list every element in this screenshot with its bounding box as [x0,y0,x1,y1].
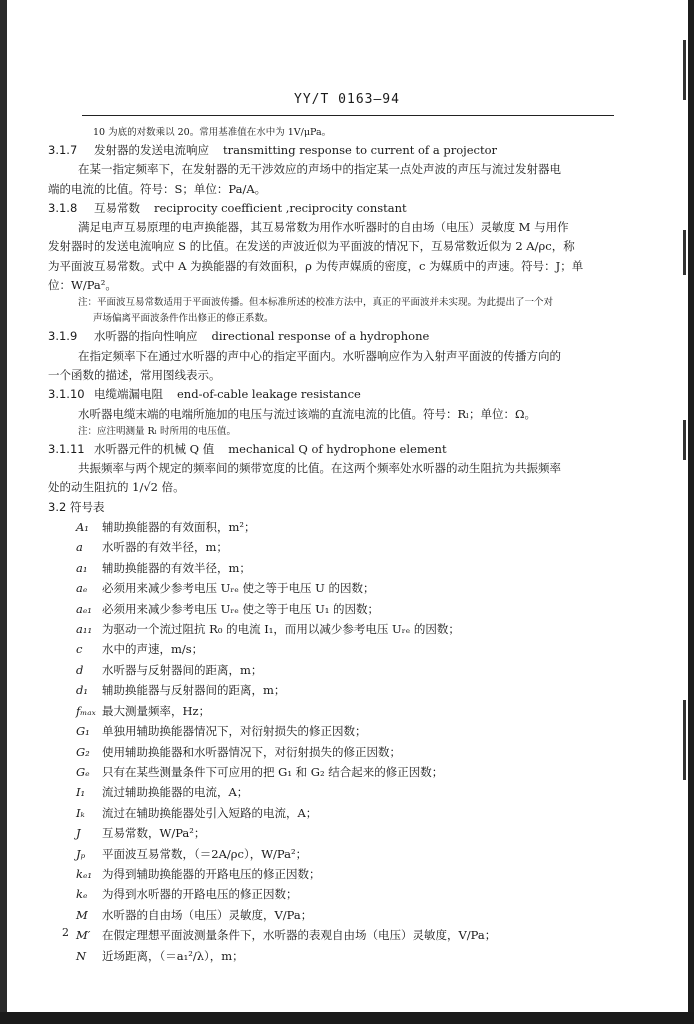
scan-right-mark [683,230,686,275]
scan-right-edge [688,0,694,1024]
symbol: kₑ [76,887,88,902]
symbol-description: 辅助换能器的有效半径，m； [102,560,251,575]
symbol: a₁₁ [76,622,93,637]
scan-bottom-edge [0,1012,694,1024]
symbol-description: 为得到水听器的开路电压的修正因数； [102,887,298,902]
section-heading [48,440,620,459]
symbol: I₁ [76,785,86,800]
symbol-row [48,823,620,843]
section-title-en: transmitting response to current of a projector [223,143,497,157]
symbol-row [48,660,620,680]
paragraph-line: 在指定频率下在通过水听器的声中心的指定平面内。水听器响应作为入射声平面波的传播方向的 [78,348,561,363]
symbol-row [48,517,620,537]
symbol-description: 辅助换能器与反射器间的距离，m； [102,683,286,698]
symbol-row [48,864,620,884]
symbol-row [48,578,620,598]
section-number: 3.1.11 [48,441,85,456]
section-title-en: mechanical Q of hydrophone element [228,441,447,456]
section-title-cn: 电缆端漏电阻 [94,387,163,402]
paragraph-line: 为平面波互易常数。式中 A 为换能器的有效面积，ρ 为传声媒质的密度，c 为媒质中的声速。符号：J；单 [48,258,584,273]
symbol: fₘₐₓ [76,703,96,718]
symbol-description: 平面波互易常数，（＝2A/ρc），W/Pa²； [102,846,308,861]
header-rule [82,115,614,116]
symbol-description: 流过辅助换能器的电流，A； [102,785,249,800]
section-heading [48,498,620,517]
symbol-row [48,639,620,659]
symbol: aₑ [76,581,88,596]
section-title-en: end-of-cable leakage resistance [177,387,361,402]
section-heading [48,327,620,346]
symbol-description: 为得到辅助换能器的开路电压的修正因数； [102,866,321,881]
symbol: N [76,948,87,963]
symbol-row [48,680,620,700]
note-line: 声场偏离平面波条件作出修正的修正系数。 [93,313,274,325]
symbol: M [76,907,88,922]
symbol-row [48,884,620,904]
section-title-cn: 符号表 [70,499,105,514]
scan-left-edge [0,0,7,1024]
paragraph-line: 一个函数的描述，常用图线表示。 [48,367,221,382]
symbol-row [48,742,620,762]
scan-right-mark [683,420,686,460]
section-number: 3.1.9 [48,329,78,344]
symbol: d₁ [76,683,88,698]
section-heading [48,141,620,160]
symbol: M′ [76,928,91,943]
symbol-description: 水听器与反射器间的距离，m； [102,662,263,677]
page-number: 2 [62,926,69,939]
symbol: Jₚ [76,846,86,861]
paragraph-line: 在某一指定频率下，在发射器的无干涉效应的声场中的指定某一点处声波的声压与流过发射器电 [78,162,561,177]
symbol-description: 水中的声速，m/s； [102,642,204,657]
paragraph-line: 满足电声互易原理的电声换能器，其互易常数为用作水听器时的自由场（电压）灵敏度 M 与用作 [78,220,569,235]
symbol-row [48,701,620,721]
section-title-en: reciprocity coefficient ,reciprocity constant [154,200,407,215]
symbol-row [48,619,620,639]
symbol-description: 在假定理想平面波测量条件下，水听器的表观自由场（电压）灵敏度，V/Pa； [102,928,497,943]
section-heading [48,385,620,404]
symbol-row [48,844,620,864]
symbol-description: 辅助换能器的有效面积，m²； [102,520,256,535]
note-line: 10 为底的对数乘以 20。常用基准值在水中为 1V/μPa。 [93,127,332,138]
symbol-description: 只有在某些测量条件下可应用的把 G₁ 和 G₂ 结合起来的修正因数； [102,764,444,779]
symbol-description: 互易常数，W/Pa²； [102,826,206,841]
section-number: 3.1.8 [48,200,78,215]
symbol: aₑ₁ [76,601,92,616]
symbol-row [48,721,620,741]
symbol-description: 使用辅助换能器和水听器情况下，对衍射损失的修正因数； [102,744,401,759]
section-number: 3.2 [48,499,67,514]
symbol-row [48,558,620,578]
section-title-en: directional response of a hydrophone [211,329,430,344]
symbol-description: 必须用来减少参考电压 Uᵣₑ 使之等于电压 U 的因数； [102,581,375,596]
symbol: G₁ [76,724,90,739]
symbol-row [48,782,620,802]
paragraph-line: 端的电流的比值。符号：S；单位：Pa/A。 [48,181,267,196]
note-line: 注：平面波互易常数适用于平面波传播。但本标准所述的校准方法中，真正的平面波并未实现。为此提出了一个对 [78,297,554,309]
symbol-row [48,537,620,557]
symbol-row [48,905,620,925]
symbol: Gₑ [76,764,90,779]
symbol-description: 近场距离，（＝a₁²/λ），m； [102,948,244,963]
symbol: J [76,826,81,841]
symbol: c [76,642,83,657]
paragraph-line: 水听器电缆末端的电端所施加的电压与流过该端的直流电流的比值。符号：Rₗ；单位：Ω。 [78,406,536,421]
section-title-cn: 水听器元件的机械 Q 值 [94,441,215,456]
document-body [48,125,620,966]
symbol-row [48,925,620,945]
symbol: kₑ₁ [76,866,93,881]
symbol-row [48,803,620,823]
section-heading [48,199,620,218]
symbol-description: 最大测量频率，Hz； [102,703,211,718]
section-title-cn: 发射器的发送电流响应 [94,143,209,157]
symbol-description: 流过在辅助换能器处引入短路的电流，A； [102,805,318,820]
symbol: a [76,540,83,555]
symbol-description: 必须用来减少参考电压 Uᵣₑ 使之等于电压 U₁ 的因数； [102,601,380,616]
symbol-description: 水听器的有效半径，m； [102,540,228,555]
paragraph-line: 位：W/Pa²。 [48,278,117,293]
symbol-row [48,762,620,782]
symbol-description: 水听器的自由场（电压）灵敏度，V/Pa； [102,907,313,922]
section-number: 3.1.10 [48,387,85,402]
section-number: 3.1.7 [48,143,78,157]
symbol-row [48,946,620,966]
paragraph-line: 共振频率与两个规定的频率间的频带宽度的比值。在这两个频率处水听器的动生阻抗为共振频率 [78,461,561,476]
symbol: A₁ [76,520,89,535]
symbol: d [76,662,84,677]
paragraph-line: 发射器时的发送电流响应 S 的比值。在发送的声波近似为平面波的情况下，互易常数近似为 2 A/ρc，称 [48,239,575,254]
symbol-description: 单独用辅助换能器情况下，对衍射损失的修正因数； [102,724,367,739]
scan-right-mark [683,700,686,780]
symbol-description: 为驱动一个流过阻抗 R₀ 的电流 I₁，而用以减少参考电压 Uᵣₑ 的因数； [102,622,460,637]
section-title-cn: 互易常数 [94,200,140,215]
scan-right-mark [683,40,686,100]
section-title-cn: 水听器的指向性响应 [94,329,198,344]
paragraph-line: 处的动生阻抗的 1/√2 倍。 [48,480,185,495]
note-line: 注：应注明测量 Rₗ 时所用的电压值。 [78,425,236,437]
standard-code-header: YY/T 0163—94 [294,92,400,107]
symbol: G₂ [76,744,90,759]
symbol: a₁ [76,560,88,575]
symbol: Iₖ [76,805,85,820]
symbol-row [48,599,620,619]
